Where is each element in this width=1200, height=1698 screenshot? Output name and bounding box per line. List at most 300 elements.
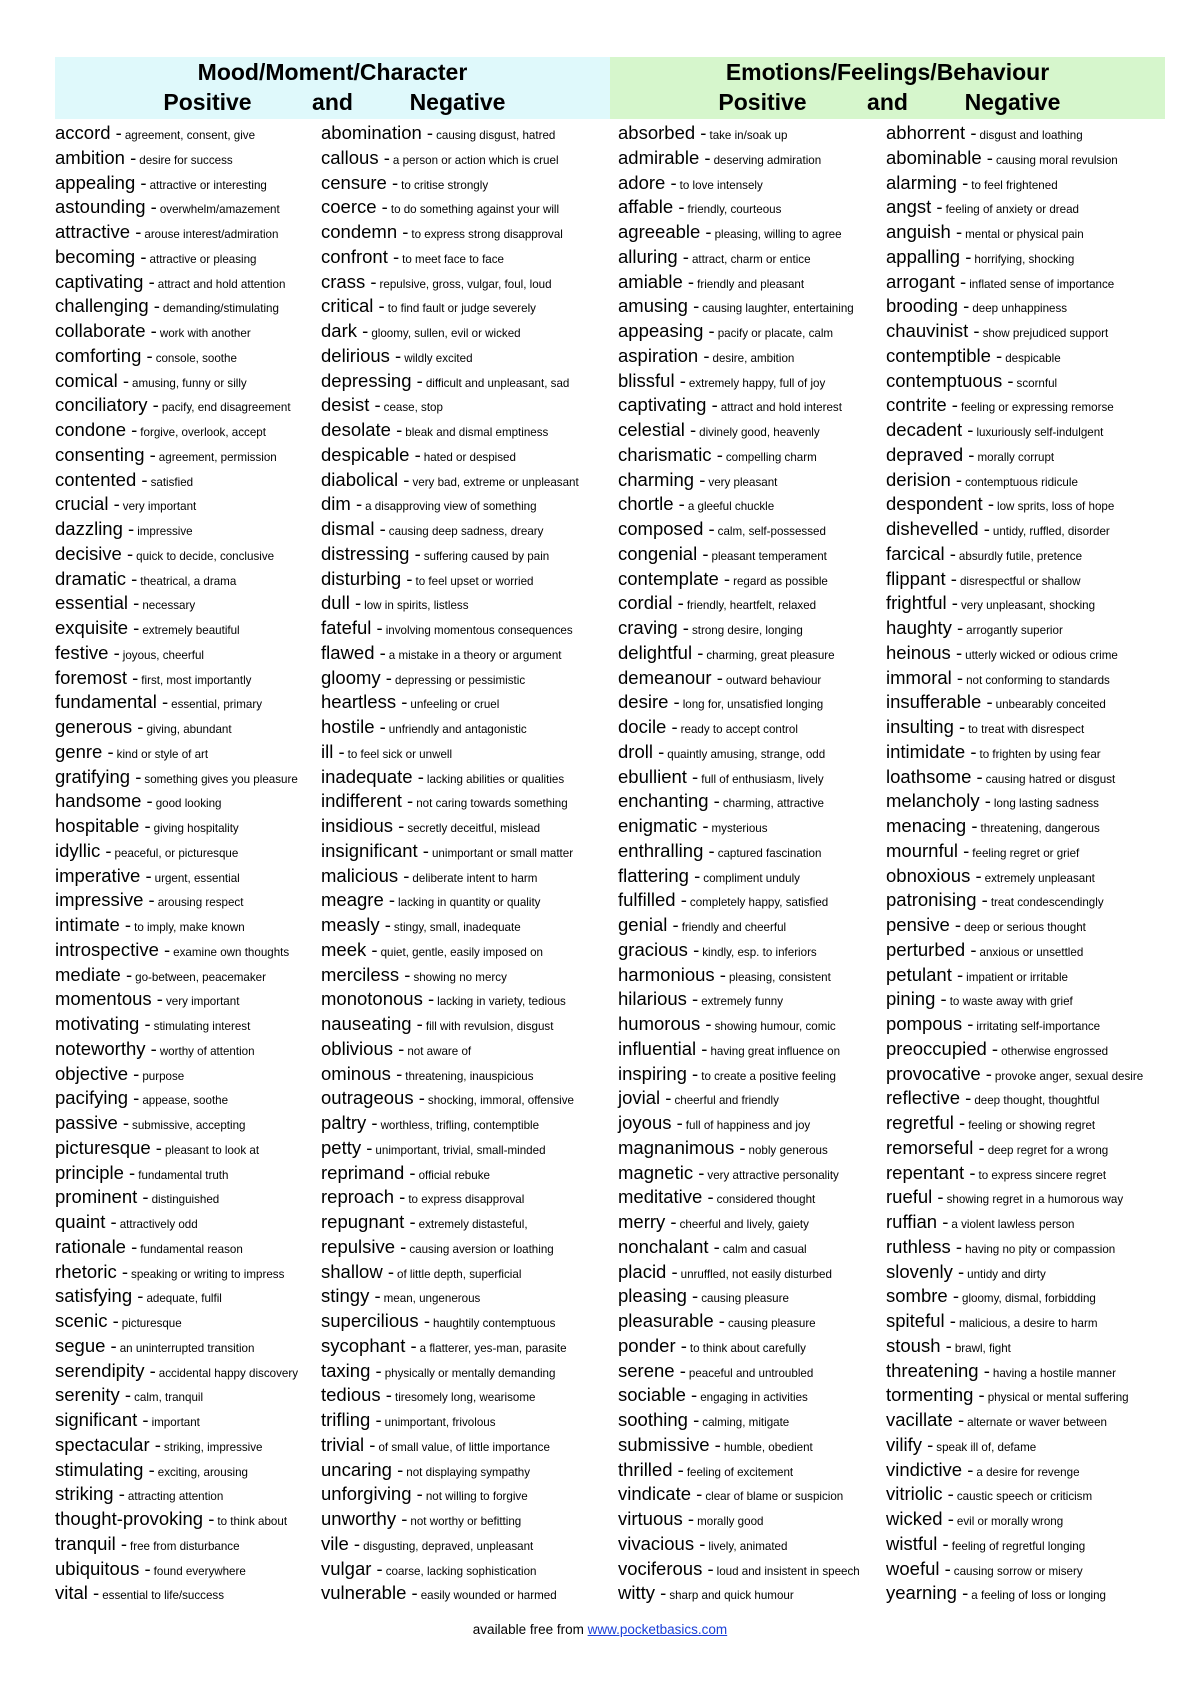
word-definition: good looking bbox=[155, 797, 222, 811]
word-separator: - bbox=[380, 1384, 392, 1406]
word-term: critical bbox=[321, 295, 374, 317]
word-definition: charming, great pleasure bbox=[706, 648, 835, 662]
word-separator: - bbox=[667, 914, 679, 935]
word-definition: speaking or writing to impress bbox=[131, 1267, 285, 1281]
word-entry bbox=[321, 1086, 618, 1111]
word-separator: - bbox=[672, 1458, 684, 1480]
word-term: mournful bbox=[886, 839, 958, 861]
word-separator: - bbox=[708, 790, 720, 812]
word-separator: - bbox=[684, 419, 697, 440]
word-separator: - bbox=[128, 617, 140, 638]
word-term: ponder bbox=[618, 1334, 676, 1356]
word-separator: - bbox=[117, 369, 130, 391]
word-entry bbox=[321, 195, 618, 220]
word-definition: untidy, ruffled, disorder bbox=[992, 525, 1110, 538]
word-definition: striking, impressive bbox=[163, 1440, 263, 1454]
word-term: provocative bbox=[886, 1062, 981, 1084]
word-separator: - bbox=[376, 196, 388, 218]
word-term: dazzling bbox=[55, 518, 123, 539]
word-term: unworthy bbox=[321, 1508, 397, 1529]
word-definition: to treat with disrespect bbox=[968, 723, 1085, 736]
word-separator: - bbox=[686, 765, 699, 787]
word-separator: - bbox=[145, 196, 157, 218]
word-definition: to love intensely bbox=[679, 178, 763, 192]
word-definition: a person or action which is cruel bbox=[392, 153, 559, 167]
word-entry bbox=[886, 1482, 1165, 1507]
word-separator: - bbox=[378, 146, 390, 168]
word-term: soothing bbox=[618, 1409, 688, 1430]
word-term: diabolical bbox=[321, 468, 399, 490]
word-term: petulant bbox=[886, 963, 952, 985]
word-definition: fundamental truth bbox=[138, 1168, 229, 1182]
word-entry bbox=[886, 1185, 1165, 1210]
word-separator: - bbox=[390, 1062, 403, 1084]
word-term: oblivious bbox=[321, 1037, 393, 1059]
word-columns bbox=[55, 121, 1165, 1606]
word-separator: - bbox=[412, 765, 424, 787]
word-entry bbox=[886, 146, 1165, 171]
word-separator: - bbox=[939, 1557, 951, 1579]
word-term: measly bbox=[321, 914, 380, 935]
header-right-subtitle bbox=[610, 87, 1165, 117]
word-separator: - bbox=[389, 344, 402, 366]
word-separator: - bbox=[139, 1557, 151, 1579]
word-entry bbox=[55, 344, 321, 369]
word-entry bbox=[55, 567, 321, 592]
word-definition: kindly, esp. to inferiors bbox=[702, 945, 817, 959]
word-definition: irritating self-importance bbox=[976, 1020, 1101, 1033]
word-definition: impatient or irritable bbox=[966, 970, 1068, 984]
word-entry bbox=[618, 1507, 886, 1532]
word-separator: - bbox=[401, 790, 414, 812]
word-definition: deep or serious thought bbox=[964, 921, 1086, 934]
word-entry bbox=[321, 146, 618, 171]
word-entry bbox=[55, 443, 321, 468]
word-separator: - bbox=[396, 691, 408, 713]
word-entry bbox=[886, 542, 1165, 567]
word-definition: important bbox=[151, 1416, 200, 1429]
word-term: cordial bbox=[618, 592, 673, 614]
word-entry bbox=[55, 987, 321, 1012]
word-definition: calm, tranquil bbox=[134, 1391, 204, 1405]
word-separator: - bbox=[147, 394, 159, 416]
word-term: vacillate bbox=[886, 1409, 953, 1430]
word-separator: - bbox=[686, 1285, 699, 1307]
word-term: handsome bbox=[55, 790, 142, 812]
word-entry bbox=[886, 393, 1165, 418]
word-separator: - bbox=[982, 493, 995, 515]
word-term: melancholy bbox=[886, 790, 980, 812]
word-entry bbox=[55, 1161, 321, 1186]
word-separator: - bbox=[668, 691, 680, 713]
word-term: crass bbox=[321, 270, 366, 292]
word-term: objective bbox=[55, 1062, 129, 1084]
word-term: wicked bbox=[886, 1508, 943, 1529]
word-term: festive bbox=[55, 641, 109, 663]
word-entry bbox=[886, 1136, 1165, 1161]
word-separator: - bbox=[950, 221, 963, 242]
word-term: dramatic bbox=[55, 567, 126, 589]
word-definition: nobly generous bbox=[748, 1143, 828, 1157]
word-term: foremost bbox=[55, 666, 127, 688]
word-entry bbox=[618, 369, 886, 394]
word-entry bbox=[55, 1482, 321, 1507]
word-definition: a desire for revenge bbox=[976, 1465, 1080, 1479]
word-term: vivacious bbox=[618, 1532, 695, 1554]
word-separator: - bbox=[711, 443, 723, 465]
word-separator: - bbox=[409, 443, 421, 465]
word-separator: - bbox=[149, 1433, 161, 1455]
word-separator: - bbox=[128, 1087, 140, 1109]
word-entry bbox=[55, 146, 321, 171]
word-definition: take in/soak up bbox=[709, 129, 788, 142]
word-term: reflective bbox=[886, 1087, 961, 1109]
word-separator: - bbox=[370, 1409, 382, 1430]
word-term: merciless bbox=[321, 963, 400, 985]
word-term: submissive bbox=[618, 1433, 710, 1455]
word-definition: despicable bbox=[1005, 351, 1061, 365]
word-entry bbox=[321, 1012, 618, 1037]
word-entry bbox=[55, 1111, 321, 1136]
word-term: regretful bbox=[886, 1112, 954, 1133]
word-separator: - bbox=[132, 716, 144, 737]
word-entry bbox=[321, 1260, 618, 1285]
word-separator: - bbox=[686, 988, 699, 1010]
word-definition: strong desire, longing bbox=[691, 624, 803, 637]
word-definition: compliment unduly bbox=[703, 871, 800, 885]
word-term: vulnerable bbox=[321, 1582, 407, 1604]
word-term: amiable bbox=[618, 270, 683, 292]
word-definition: pacify or placate, calm bbox=[717, 327, 834, 340]
word-entry bbox=[321, 1062, 618, 1087]
word-entry bbox=[55, 1284, 321, 1309]
word-separator: - bbox=[116, 1260, 129, 1282]
word-separator: - bbox=[935, 988, 947, 1010]
word-entry bbox=[618, 1284, 886, 1309]
word-separator: - bbox=[940, 1334, 952, 1356]
word-definition: peaceful, or picturesque bbox=[114, 846, 239, 860]
word-definition: lively, animated bbox=[708, 1539, 788, 1553]
word-entry bbox=[618, 1086, 886, 1111]
word-definition: causing moral revulsion bbox=[995, 153, 1118, 167]
word-definition: worthy of attention bbox=[159, 1044, 255, 1058]
word-separator: - bbox=[148, 295, 160, 317]
word-definition: not aware of bbox=[407, 1044, 472, 1058]
word-term: dull bbox=[321, 592, 350, 614]
word-separator: - bbox=[383, 889, 396, 911]
word-entry bbox=[618, 789, 886, 814]
word-entry bbox=[618, 1136, 886, 1161]
word-definition: show prejudiced support bbox=[982, 327, 1109, 340]
word-term: condemn bbox=[321, 221, 398, 242]
word-term: hostile bbox=[321, 716, 375, 737]
word-term: dismal bbox=[321, 518, 375, 539]
word-separator: - bbox=[1002, 369, 1014, 391]
word-separator: - bbox=[371, 1557, 383, 1579]
word-definition: arousing respect bbox=[157, 896, 244, 910]
word-entry bbox=[618, 121, 886, 146]
word-entry bbox=[618, 814, 886, 839]
word-definition: quaintly amusing, strange, odd bbox=[667, 747, 826, 761]
word-separator: - bbox=[422, 988, 435, 1010]
word-entry bbox=[618, 1235, 886, 1260]
word-entry bbox=[55, 369, 321, 394]
word-term: rueful bbox=[886, 1186, 933, 1208]
word-term: threatening bbox=[886, 1359, 979, 1381]
word-definition: unruffled, not easily disturbed bbox=[680, 1267, 832, 1281]
word-entry bbox=[321, 1210, 618, 1235]
word-term: demeanour bbox=[618, 666, 712, 688]
word-term: meek bbox=[321, 938, 367, 960]
word-definition: quiet, gentle, easily imposed on bbox=[380, 945, 543, 959]
column-emotion-negative bbox=[886, 121, 1165, 1606]
word-entry bbox=[886, 789, 1165, 814]
word-entry bbox=[55, 913, 321, 938]
word-term: gloomy bbox=[321, 666, 381, 688]
word-separator: - bbox=[980, 1062, 992, 1084]
word-definition: physical or mental suffering bbox=[987, 1391, 1129, 1405]
word-separator: - bbox=[396, 1508, 408, 1529]
word-term: segue bbox=[55, 1334, 106, 1356]
word-separator: - bbox=[952, 1260, 965, 1282]
word-term: congenial bbox=[618, 542, 698, 564]
word-term: spiteful bbox=[886, 1310, 945, 1331]
word-entry bbox=[618, 765, 886, 790]
word-definition: console, soothe bbox=[155, 351, 237, 365]
word-entry bbox=[618, 1111, 886, 1136]
word-definition: completely happy, satisfied bbox=[689, 896, 829, 910]
word-definition: overwhelm/amazement bbox=[159, 203, 280, 217]
word-term: dark bbox=[321, 320, 357, 341]
word-separator: - bbox=[675, 1334, 687, 1356]
word-entry bbox=[886, 517, 1165, 542]
word-entry bbox=[321, 294, 618, 319]
word-term: callous bbox=[321, 146, 379, 168]
word-entry bbox=[321, 666, 618, 691]
word-entry bbox=[886, 814, 1165, 839]
word-definition: divinely good, heavenly bbox=[699, 426, 820, 439]
word-definition: depressing or pessimistic bbox=[394, 673, 526, 687]
word-entry bbox=[886, 740, 1165, 765]
word-entry bbox=[55, 171, 321, 196]
word-definition: repulsive, gross, vulgar, foul, loud bbox=[379, 277, 552, 291]
word-entry bbox=[55, 542, 321, 567]
word-definition: loud and insistent in speech bbox=[716, 1564, 860, 1578]
word-separator: - bbox=[673, 196, 685, 218]
word-definition: considered thought bbox=[716, 1193, 816, 1207]
word-definition: causing aversion or loathing bbox=[409, 1242, 554, 1256]
word-term: collaborate bbox=[55, 320, 146, 341]
word-separator: - bbox=[366, 1112, 378, 1133]
word-term: satisfying bbox=[55, 1285, 133, 1307]
word-separator: - bbox=[110, 122, 122, 143]
word-entry bbox=[321, 1235, 618, 1260]
word-term: pensive bbox=[886, 914, 950, 935]
word-term: vindictive bbox=[886, 1458, 963, 1480]
word-entry bbox=[886, 1334, 1165, 1359]
word-term: principle bbox=[55, 1161, 124, 1183]
word-term: scenic bbox=[55, 1310, 108, 1331]
word-separator: - bbox=[137, 1186, 149, 1208]
word-definition: of small value, of little importance bbox=[378, 1440, 550, 1454]
word-separator: - bbox=[944, 542, 956, 564]
word-definition: very bad, extreme or unpleasant bbox=[412, 475, 579, 489]
word-term: tranquil bbox=[55, 1532, 116, 1554]
word-entry bbox=[321, 517, 618, 542]
word-definition: lacking in variety, tedious bbox=[437, 995, 566, 1009]
word-separator: - bbox=[718, 567, 731, 589]
word-definition: a feeling of loss or longing bbox=[971, 1589, 1106, 1603]
word-definition: otherwise engrossed bbox=[1001, 1044, 1109, 1058]
word-definition: causing sorrow or misery bbox=[953, 1564, 1083, 1578]
word-entry bbox=[886, 171, 1165, 196]
word-term: challenging bbox=[55, 295, 149, 317]
word-separator: - bbox=[350, 493, 363, 515]
word-term: flattering bbox=[618, 864, 689, 886]
word-entry bbox=[618, 418, 886, 443]
word-separator: - bbox=[951, 963, 964, 985]
word-term: influential bbox=[618, 1037, 697, 1059]
word-term: reprimand bbox=[321, 1161, 405, 1183]
word-term: appeasing bbox=[618, 320, 704, 341]
word-term: blissful bbox=[618, 369, 675, 391]
word-separator: - bbox=[951, 617, 964, 638]
word-separator: - bbox=[119, 914, 132, 935]
word-definition: feeling or expressing remorse bbox=[960, 401, 1114, 415]
word-definition: a mistake in a theory or argument bbox=[388, 648, 562, 662]
word-separator: - bbox=[687, 295, 700, 317]
word-separator: - bbox=[141, 344, 153, 366]
word-term: merry bbox=[618, 1211, 666, 1232]
word-entry bbox=[321, 591, 618, 616]
word-entry bbox=[55, 418, 321, 443]
word-term: serendipity bbox=[55, 1359, 145, 1381]
word-term: coerce bbox=[321, 196, 377, 218]
word-separator: - bbox=[143, 889, 155, 911]
column-mood-negative bbox=[321, 121, 618, 1606]
word-entry bbox=[55, 121, 321, 146]
word-separator: - bbox=[382, 1260, 395, 1282]
word-entry bbox=[886, 1062, 1165, 1087]
word-separator: - bbox=[145, 1037, 157, 1059]
word-separator: - bbox=[150, 1136, 162, 1158]
word-term: crucial bbox=[55, 493, 109, 515]
word-entry bbox=[618, 344, 886, 369]
word-separator: - bbox=[688, 864, 701, 886]
word-entry bbox=[321, 468, 618, 493]
word-definition: pleasant to look at bbox=[164, 1143, 260, 1157]
word-separator: - bbox=[391, 1458, 404, 1480]
word-entry bbox=[886, 492, 1165, 517]
word-entry bbox=[886, 1086, 1165, 1111]
word-entry bbox=[55, 1458, 321, 1483]
word-separator: - bbox=[697, 542, 709, 564]
word-separator: - bbox=[674, 1359, 686, 1381]
word-entry bbox=[886, 1111, 1165, 1136]
word-entry bbox=[321, 1532, 618, 1557]
word-definition: to meet face to face bbox=[402, 252, 504, 266]
word-separator: - bbox=[709, 1433, 721, 1455]
word-separator: - bbox=[132, 1285, 144, 1307]
word-definition: tiresomely long, wearisome bbox=[394, 1391, 536, 1405]
word-definition: long for, unsatisfied longing bbox=[682, 698, 824, 712]
word-entry bbox=[618, 1433, 886, 1458]
word-term: attractive bbox=[55, 221, 131, 242]
word-entry bbox=[321, 1433, 618, 1458]
word-definition: clear of blame or suspicion bbox=[705, 1490, 844, 1504]
word-entry bbox=[321, 1309, 618, 1334]
word-definition: haughtily contemptuous bbox=[433, 1317, 556, 1330]
word-entry bbox=[618, 1309, 886, 1334]
word-separator: - bbox=[950, 641, 963, 663]
word-term: quaint bbox=[55, 1211, 106, 1232]
word-term: slovenly bbox=[886, 1260, 953, 1282]
word-entry bbox=[321, 1383, 618, 1408]
word-definition: submissive, accepting bbox=[132, 1119, 246, 1132]
word-term: composed bbox=[618, 518, 704, 539]
word-separator: - bbox=[139, 1013, 151, 1034]
word-separator: - bbox=[950, 468, 963, 490]
word-definition: purpose bbox=[142, 1069, 185, 1083]
word-term: magnetic bbox=[618, 1161, 694, 1183]
word-term: censure bbox=[321, 171, 387, 193]
word-entry bbox=[618, 171, 886, 196]
word-entry bbox=[618, 443, 886, 468]
word-definition: outward behaviour bbox=[725, 673, 822, 687]
word-term: absorbed bbox=[618, 122, 696, 143]
word-definition: deep thought, thoughtful bbox=[974, 1094, 1100, 1108]
word-separator: - bbox=[135, 171, 147, 193]
word-definition: showing no mercy bbox=[413, 970, 507, 984]
word-term: abhorrent bbox=[886, 122, 966, 143]
word-definition: not conforming to standards bbox=[966, 673, 1110, 687]
column-mood-positive bbox=[55, 121, 321, 1606]
word-term: enigmatic bbox=[618, 815, 698, 836]
word-definition: to think about bbox=[217, 1515, 288, 1528]
word-definition: extremely beautiful bbox=[142, 624, 240, 637]
word-term: desolate bbox=[321, 419, 391, 440]
word-definition: unimportant, trivial, small-minded bbox=[375, 1143, 546, 1157]
word-term: intimidate bbox=[886, 740, 966, 762]
word-definition: hated or despised bbox=[423, 450, 516, 464]
word-term: patronising bbox=[886, 889, 977, 911]
word-separator: - bbox=[699, 146, 711, 168]
word-entry bbox=[321, 913, 618, 938]
word-term: genre bbox=[55, 740, 103, 762]
word-definition: friendly, courteous bbox=[687, 203, 782, 217]
word-definition: malicious, a desire to harm bbox=[958, 1317, 1098, 1330]
word-entry bbox=[321, 1334, 618, 1359]
word-definition: threatening, inauspicious bbox=[405, 1069, 534, 1083]
word-separator: - bbox=[401, 567, 413, 589]
word-separator: - bbox=[397, 221, 409, 242]
word-entry bbox=[886, 1161, 1165, 1186]
word-entry bbox=[618, 1012, 886, 1037]
word-entry bbox=[886, 963, 1165, 988]
word-separator: - bbox=[130, 765, 142, 787]
word-term: comforting bbox=[55, 344, 142, 366]
word-term: vulgar bbox=[321, 1557, 372, 1579]
word-definition: to feel frightened bbox=[971, 178, 1058, 192]
word-term: pleasing bbox=[618, 1285, 687, 1307]
word-definition: not worthy or befitting bbox=[410, 1515, 522, 1528]
word-entry bbox=[55, 492, 321, 517]
word-term: outrageous bbox=[321, 1087, 414, 1109]
word-entry bbox=[321, 369, 618, 394]
word-entry bbox=[55, 1359, 321, 1384]
word-entry bbox=[55, 740, 321, 765]
footer-link[interactable]: www.pocketbasics.com bbox=[587, 1622, 728, 1637]
